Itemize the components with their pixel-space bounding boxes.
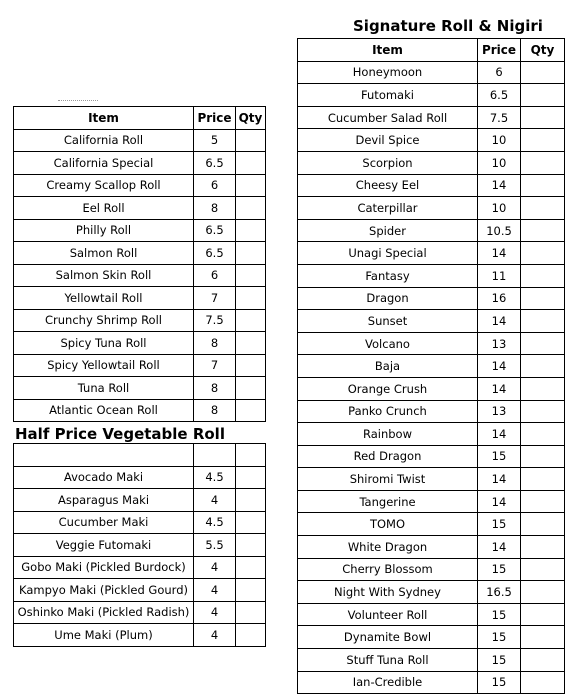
item-price: 14 — [478, 310, 521, 333]
item-price: 11 — [478, 264, 521, 287]
item-name: Yellowtail Roll — [14, 287, 194, 310]
table-row — [298, 603, 565, 626]
item-name: Dragon — [298, 287, 478, 310]
item-name: TOMO — [298, 513, 478, 536]
item-name: Kampyo Maki (Pickled Gourd) — [14, 579, 194, 602]
qty-field[interactable] — [236, 354, 266, 377]
item-price: 7 — [194, 354, 236, 377]
qty-field[interactable] — [236, 264, 266, 287]
item-price: 15 — [478, 603, 521, 626]
item-price: 8 — [194, 332, 236, 355]
qty-field[interactable] — [521, 219, 565, 242]
item-name: Cucumber Maki — [14, 511, 194, 534]
item-name: Scorpion — [298, 151, 478, 174]
item-price: 16.5 — [478, 581, 521, 604]
table-row — [14, 601, 266, 624]
item-name: Baja — [298, 355, 478, 378]
item-name: Philly Roll — [14, 219, 194, 242]
item-price: 16 — [478, 287, 521, 310]
table-row — [14, 511, 266, 534]
item-price: 14 — [478, 377, 521, 400]
table-row — [14, 264, 266, 287]
item-name: Stuff Tuna Roll — [298, 649, 478, 672]
qty-field[interactable] — [236, 309, 266, 332]
item-price: 8 — [194, 377, 236, 400]
table-row — [14, 399, 266, 422]
qty-field[interactable] — [521, 242, 565, 265]
item-price: 14 — [478, 468, 521, 491]
item-price: 6.5 — [194, 219, 236, 242]
table-row — [298, 445, 565, 468]
item-name: Night With Sydney — [298, 581, 478, 604]
item-price: 7.5 — [478, 106, 521, 129]
regular-rolls-table — [13, 106, 266, 422]
item-price: 6.5 — [478, 84, 521, 107]
item-price: 5 — [194, 129, 236, 152]
item-price: 6 — [194, 264, 236, 287]
qty-field[interactable] — [236, 579, 266, 602]
item-price: 13 — [478, 332, 521, 355]
table-row — [298, 558, 565, 581]
item-name: Shiromi Twist — [298, 468, 478, 491]
item-name: Ume Maki (Plum) — [14, 624, 194, 647]
blank-cell — [14, 444, 194, 467]
item-name: Crunchy Shrimp Roll — [14, 309, 194, 332]
item-name: Spicy Tuna Roll — [14, 332, 194, 355]
item-price: 6.5 — [194, 242, 236, 265]
table-row — [298, 242, 565, 265]
blank-cell — [236, 444, 266, 467]
qty-field[interactable] — [521, 671, 565, 694]
item-name: Cucumber Salad Roll — [298, 106, 478, 129]
item-price: 10 — [478, 151, 521, 174]
table-row — [298, 264, 565, 287]
qty-field[interactable] — [236, 197, 266, 220]
qty-field[interactable] — [521, 151, 565, 174]
item-name: Salmon Roll — [14, 242, 194, 265]
item-name: Spider — [298, 219, 478, 242]
table-row — [298, 310, 565, 333]
item-price: 5.5 — [194, 534, 236, 557]
qty-field[interactable] — [521, 649, 565, 672]
table-row — [298, 400, 565, 423]
table-row — [298, 84, 565, 107]
table-row — [298, 490, 565, 513]
table-row — [14, 287, 266, 310]
item-price: 14 — [478, 355, 521, 378]
item-price: 15 — [478, 558, 521, 581]
qty-field[interactable] — [521, 423, 565, 446]
item-name: Rainbow — [298, 423, 478, 446]
table-row — [298, 581, 565, 604]
item-price: 15 — [478, 445, 521, 468]
item-name: Ian-Credible — [298, 671, 478, 694]
qty-field[interactable] — [521, 174, 565, 197]
qty-field[interactable] — [236, 511, 266, 534]
qty-field[interactable] — [236, 377, 266, 400]
item-price: 14 — [478, 242, 521, 265]
table-row — [298, 355, 565, 378]
table-row — [298, 671, 565, 694]
item-price: 8 — [194, 399, 236, 422]
qty-field[interactable] — [236, 242, 266, 265]
table-row — [14, 174, 266, 197]
item-name: Red Dragon — [298, 445, 478, 468]
qty-field[interactable] — [521, 626, 565, 649]
table-row — [298, 468, 565, 491]
qty-field[interactable] — [236, 466, 266, 489]
qty-field[interactable] — [521, 355, 565, 378]
vegetable-rolls-table — [13, 443, 266, 647]
qty-field[interactable] — [521, 377, 565, 400]
qty-field[interactable] — [236, 287, 266, 310]
item-name: Eel Roll — [14, 197, 194, 220]
item-name: Cheesy Eel — [298, 174, 478, 197]
item-name: Volcano — [298, 332, 478, 355]
item-name: California Special — [14, 152, 194, 175]
item-name: Atlantic Ocean Roll — [14, 399, 194, 422]
item-name: Fantasy — [298, 264, 478, 287]
item-name: Caterpillar — [298, 197, 478, 220]
table-row — [298, 536, 565, 559]
vegetable-section-title: Half Price Vegetable Roll — [15, 425, 225, 443]
table-row — [298, 151, 565, 174]
table-row — [298, 287, 565, 310]
item-name: Orange Crush — [298, 377, 478, 400]
table-row — [14, 197, 266, 220]
qty-field[interactable] — [521, 197, 565, 220]
table-row — [14, 624, 266, 647]
table-row — [298, 197, 565, 220]
table-row — [14, 242, 266, 265]
table-row — [14, 579, 266, 602]
qty-field[interactable] — [521, 106, 565, 129]
item-price: 6.5 — [194, 152, 236, 175]
blank-header-row — [14, 444, 266, 467]
item-name: Creamy Scallop Roll — [14, 174, 194, 197]
blank-cell — [194, 444, 236, 467]
table-header-row — [14, 107, 266, 130]
item-header: Item — [298, 39, 478, 62]
item-price: 8 — [194, 197, 236, 220]
qty-field[interactable] — [521, 490, 565, 513]
item-price: 10 — [478, 129, 521, 152]
table-row — [298, 219, 565, 242]
table-row — [14, 466, 266, 489]
item-price: 14 — [478, 423, 521, 446]
item-name: Salmon Skin Roll — [14, 264, 194, 287]
item-price: 7.5 — [194, 309, 236, 332]
qty-field[interactable] — [521, 129, 565, 152]
item-name: Unagi Special — [298, 242, 478, 265]
item-price: 4 — [194, 579, 236, 602]
item-price: 6 — [478, 61, 521, 84]
table-row — [14, 129, 266, 152]
item-name: Oshinko Maki (Pickled Radish) — [14, 601, 194, 624]
qty-field[interactable] — [521, 287, 565, 310]
table-row — [14, 377, 266, 400]
qty-field[interactable] — [521, 264, 565, 287]
item-price: 4.5 — [194, 466, 236, 489]
item-name: Dynamite Bowl — [298, 626, 478, 649]
qty-field[interactable] — [521, 310, 565, 333]
item-price: 14 — [478, 174, 521, 197]
item-name: Cherry Blossom — [298, 558, 478, 581]
table-row — [298, 106, 565, 129]
table-row — [14, 309, 266, 332]
item-header: Item — [14, 107, 194, 130]
header-smudge — [58, 100, 98, 103]
item-price: 7 — [194, 287, 236, 310]
item-price: 13 — [478, 400, 521, 423]
qty-field[interactable] — [236, 399, 266, 422]
table-row — [298, 649, 565, 672]
qty-field[interactable] — [521, 445, 565, 468]
item-price: 4 — [194, 556, 236, 579]
signature-rolls-table — [297, 38, 565, 694]
item-price: 15 — [478, 671, 521, 694]
item-name: Panko Crunch — [298, 400, 478, 423]
item-price: 15 — [478, 626, 521, 649]
item-name: Sunset — [298, 310, 478, 333]
item-price: 10.5 — [478, 219, 521, 242]
price-header: Price — [478, 39, 521, 62]
item-price: 6 — [194, 174, 236, 197]
item-price: 4 — [194, 624, 236, 647]
table-row — [298, 423, 565, 446]
table-row — [14, 556, 266, 579]
qty-field[interactable] — [236, 489, 266, 512]
qty-field[interactable] — [521, 332, 565, 355]
qty-header: Qty — [236, 107, 266, 130]
qty-field[interactable] — [521, 61, 565, 84]
qty-field[interactable] — [236, 129, 266, 152]
qty-field[interactable] — [521, 603, 565, 626]
table-row — [298, 513, 565, 536]
qty-field[interactable] — [521, 468, 565, 491]
item-name: Devil Spice — [298, 129, 478, 152]
qty-header: Qty — [521, 39, 565, 62]
qty-field[interactable] — [236, 534, 266, 557]
item-name: Gobo Maki (Pickled Burdock) — [14, 556, 194, 579]
item-name: Honeymoon — [298, 61, 478, 84]
item-price: 10 — [478, 197, 521, 220]
table-row — [298, 174, 565, 197]
table-row — [298, 377, 565, 400]
item-name: Veggie Futomaki — [14, 534, 194, 557]
qty-field[interactable] — [236, 332, 266, 355]
item-name: White Dragon — [298, 536, 478, 559]
qty-field[interactable] — [521, 84, 565, 107]
item-name: Tuna Roll — [14, 377, 194, 400]
qty-field[interactable] — [521, 536, 565, 559]
qty-field[interactable] — [236, 152, 266, 175]
table-row — [14, 152, 266, 175]
table-row — [298, 129, 565, 152]
qty-field[interactable] — [236, 624, 266, 647]
table-row — [14, 354, 266, 377]
item-name: California Roll — [14, 129, 194, 152]
qty-field[interactable] — [236, 601, 266, 624]
table-row — [14, 489, 266, 512]
item-name: Avocado Maki — [14, 466, 194, 489]
table-header-row — [298, 39, 565, 62]
item-price: 15 — [478, 513, 521, 536]
table-row — [14, 332, 266, 355]
qty-field[interactable] — [521, 400, 565, 423]
item-price: 15 — [478, 649, 521, 672]
qty-field[interactable] — [521, 513, 565, 536]
table-row — [298, 332, 565, 355]
item-price: 4 — [194, 489, 236, 512]
table-row — [298, 626, 565, 649]
qty-field[interactable] — [236, 174, 266, 197]
table-row — [14, 219, 266, 242]
item-price: 4 — [194, 601, 236, 624]
table-row — [14, 534, 266, 557]
qty-field[interactable] — [521, 558, 565, 581]
table-row — [298, 61, 565, 84]
qty-field[interactable] — [521, 581, 565, 604]
item-name: Futomaki — [298, 84, 478, 107]
item-name: Spicy Yellowtail Roll — [14, 354, 194, 377]
item-name: Asparagus Maki — [14, 489, 194, 512]
item-price: 4.5 — [194, 511, 236, 534]
signature-section-title: Signature Roll & Nigiri — [353, 17, 543, 35]
price-header: Price — [194, 107, 236, 130]
qty-field[interactable] — [236, 219, 266, 242]
item-name: Volunteer Roll — [298, 603, 478, 626]
item-price: 14 — [478, 490, 521, 513]
item-name: Tangerine — [298, 490, 478, 513]
qty-field[interactable] — [236, 556, 266, 579]
item-price: 14 — [478, 536, 521, 559]
